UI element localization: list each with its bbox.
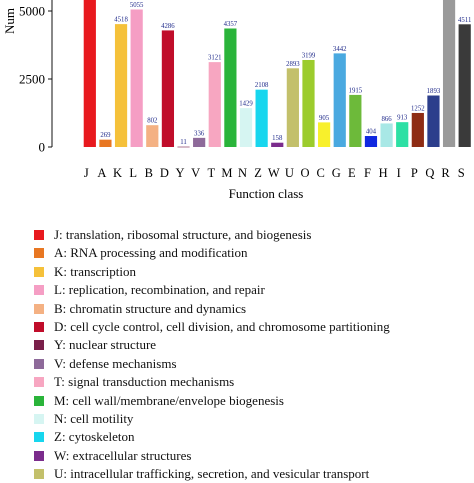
- y-ticks-group: [19, 4, 52, 155]
- bar-R: [443, 0, 455, 147]
- legend-swatch: [34, 322, 44, 332]
- bar-I: [396, 122, 408, 147]
- bar-U: [287, 68, 299, 147]
- bar-E: [349, 95, 361, 147]
- x-tick-label-Q: Q: [425, 166, 435, 180]
- legend-item: [34, 428, 474, 446]
- data-label-G: 3442: [332, 45, 347, 53]
- x-ticks-group: [84, 166, 465, 180]
- x-tick-label-Z: Z: [254, 166, 262, 180]
- data-label-H: 866: [381, 115, 392, 123]
- legend-item: [34, 263, 474, 281]
- x-tick-label-V: V: [191, 166, 201, 180]
- x-tick-label-H: H: [378, 166, 388, 180]
- legend-item: [34, 465, 474, 483]
- data-label-L: 5055: [129, 2, 144, 9]
- bar-N: [240, 108, 252, 147]
- x-tick-label-C: C: [316, 166, 325, 180]
- legend-label: B: chromatin structure and dynamics: [54, 300, 247, 316]
- legend-label: Y: nuclear structure: [54, 337, 157, 353]
- x-tick-label-R: R: [441, 166, 450, 180]
- data-label-P: 1252: [411, 105, 425, 113]
- x-tick-label-G: G: [331, 166, 341, 180]
- legend-label: L: replication, recombination, and repair: [54, 282, 265, 298]
- bar-D: [162, 30, 174, 147]
- bar-Q: [427, 96, 439, 147]
- x-tick-label-O: O: [300, 166, 310, 180]
- legend-swatch: [34, 248, 44, 258]
- x-axis-title: Function class: [228, 186, 304, 200]
- data-label-C: 905: [319, 114, 330, 122]
- x-tick-label-F: F: [363, 166, 371, 180]
- legend-item: [34, 281, 474, 299]
- legend-item: [34, 410, 474, 428]
- legend-label: T: signal transduction mechanisms: [54, 374, 235, 390]
- data-label-A: 269: [100, 132, 111, 140]
- legend-item: [34, 226, 474, 244]
- data-label-U: 2893: [286, 60, 300, 68]
- legend-item: [34, 447, 474, 465]
- data-label-Z: 2108: [254, 82, 269, 90]
- legend-swatch: [34, 432, 44, 442]
- data-label-K: 4518: [114, 16, 128, 24]
- y-tick-label: 0: [38, 139, 45, 155]
- x-tick-label-I: I: [396, 166, 401, 180]
- legend-label: J: translation, ribosomal structure, and biogenesis: [54, 227, 312, 242]
- bar-K: [115, 24, 127, 147]
- legend-swatch: [34, 451, 44, 461]
- legend-swatch: [34, 285, 44, 295]
- legend-label: W: extracellular structures: [54, 447, 192, 463]
- data-label-T: 3121: [207, 54, 222, 62]
- x-tick-label-K: K: [113, 166, 123, 180]
- bar-O: [302, 60, 314, 147]
- data-label-S: 4511: [458, 16, 472, 24]
- legend-item: [34, 318, 474, 336]
- bar-G: [334, 53, 346, 147]
- bar-Y: [177, 147, 189, 148]
- x-tick-label-T: T: [207, 166, 216, 180]
- legend-swatch: [34, 230, 44, 240]
- data-label-F: 404: [365, 128, 377, 136]
- x-tick-label-U: U: [284, 166, 294, 180]
- x-tick-label-S: S: [457, 166, 465, 180]
- legend-swatch: [34, 396, 44, 406]
- x-tick-label-N: N: [237, 166, 248, 180]
- x-tick-label-J: J: [83, 166, 89, 180]
- bar-B: [146, 125, 158, 147]
- legend-swatch: [34, 414, 44, 424]
- x-tick-label-E: E: [348, 166, 356, 180]
- data-label-O: 3199: [301, 52, 316, 60]
- data-label-D: 4286: [161, 22, 175, 30]
- legend-label: N: cell motility: [54, 410, 134, 426]
- legend-item: [34, 392, 474, 410]
- bar-S: [459, 24, 471, 147]
- bar-M: [224, 28, 236, 147]
- legend-item: [34, 244, 474, 262]
- legend-swatch: [34, 304, 44, 314]
- bar-A: [99, 140, 111, 147]
- x-tick-label-B: B: [144, 166, 153, 180]
- legend-item: [34, 336, 474, 354]
- bar-T: [209, 62, 221, 147]
- legend-label: K: transcription: [54, 263, 136, 279]
- legend-swatch: [34, 469, 44, 479]
- data-label-M: 4357: [223, 20, 238, 28]
- bar-Z: [256, 90, 268, 147]
- data-label-Y: 11: [180, 139, 187, 147]
- data-label-Q: 1893: [426, 88, 441, 96]
- x-tick-label-D: D: [159, 166, 169, 180]
- legend-label: A: RNA processing and modification: [54, 245, 248, 261]
- legend-label: D: cell cycle control, cell division, and chromosome partitioning: [54, 318, 390, 334]
- legend-swatch: [34, 340, 44, 350]
- data-label-W: 158: [272, 135, 283, 143]
- x-tick-label-M: M: [221, 166, 233, 180]
- bar-W: [271, 143, 283, 147]
- y-axis-title: Num: [2, 8, 17, 34]
- x-tick-label-P: P: [410, 166, 418, 180]
- function-class-bar-chart: [0, 0, 474, 200]
- bars-group: [84, 0, 471, 147]
- legend-label: U: intracellular trafficking, secretion, and vesicular transport: [54, 466, 370, 482]
- x-tick-label-Y: Y: [175, 166, 185, 180]
- legend-item: [34, 355, 474, 373]
- data-label-B: 802: [147, 117, 158, 125]
- legend-swatch: [34, 377, 44, 387]
- data-label-E: 1915: [348, 87, 363, 95]
- legend-item: [34, 300, 474, 318]
- y-tick-label: 2500: [19, 71, 45, 87]
- bar-F: [365, 136, 377, 147]
- x-tick-label-L: L: [129, 166, 137, 180]
- legend-swatch: [34, 267, 44, 277]
- legend-label: Z: cytoskeleton: [54, 429, 135, 445]
- data-label-N: 1429: [239, 100, 253, 108]
- x-tick-label-A: A: [97, 166, 107, 180]
- bar-V: [193, 138, 205, 147]
- legend-label: M: cell wall/membrane/envelope biogenesis: [54, 392, 284, 408]
- legend-swatch: [34, 359, 44, 369]
- legend: [34, 226, 474, 483]
- bar-J: [84, 0, 96, 147]
- legend-label: V: defense mechanisms: [54, 355, 177, 371]
- bar-P: [412, 113, 424, 147]
- bar-H: [380, 123, 392, 147]
- y-tick-label: 5000: [19, 3, 45, 19]
- legend-item: [34, 373, 474, 391]
- bar-C: [318, 122, 330, 147]
- x-tick-label-W: W: [267, 166, 280, 180]
- data-label-I: 913: [397, 114, 408, 122]
- bar-L: [131, 10, 143, 148]
- data-label-V: 336: [194, 130, 205, 138]
